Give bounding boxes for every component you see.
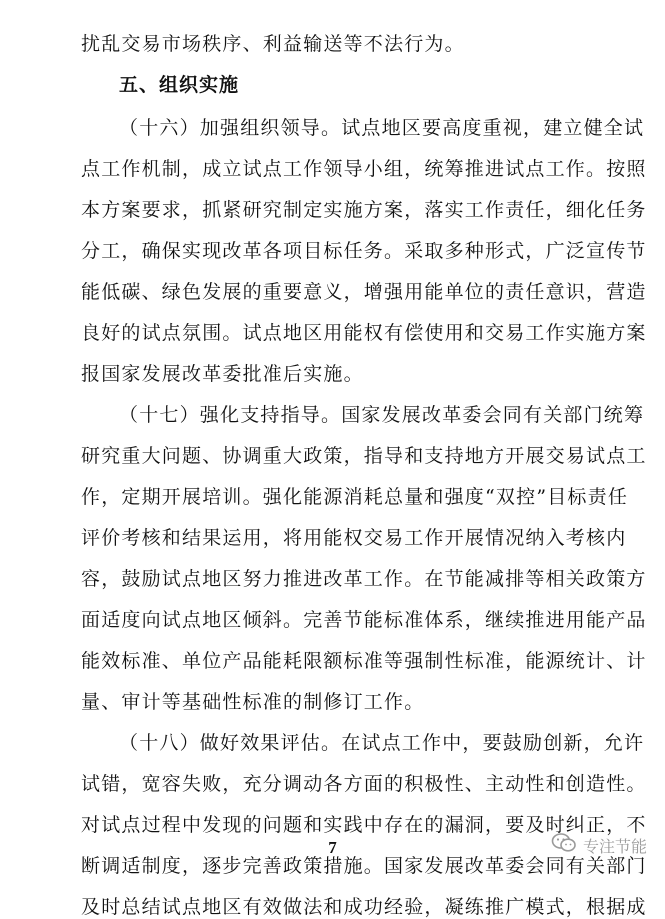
text-line: 作，定期开展培训。强化能源消耗总量和强度“双控”目标责任: [81, 486, 629, 508]
text-line: 评价考核和结果运用，将用能权交易工作开展情况纳入考核内: [81, 527, 627, 549]
text-line: 本方案要求，抓紧研究制定实施方案，落实工作责任，细化任务: [81, 199, 647, 221]
text-line: 分工，确保实现改革各项目标任务。采取多种形式，广泛宣传节: [81, 240, 647, 262]
watermark-text: 专注节能: [582, 836, 647, 856]
text-line: 研究重大问题、协调重大政策，指导和支持地方开展交易试点工: [81, 445, 647, 467]
text-line: （十八）做好效果评估。在试点工作中，要鼓励创新，允许: [119, 732, 645, 754]
text-line: 良好的试点氛围。试点地区用能权有偿使用和交易工作实施方案: [81, 322, 647, 344]
wechat-icon: [551, 832, 577, 858]
watermark: [551, 832, 647, 858]
text-line: （十六）加强组织领导。试点地区要高度重视，建立健全试: [119, 117, 645, 139]
text-line: 对试点过程中发现的问题和实践中存在的漏洞，要及时纠正，不: [81, 814, 647, 836]
text-line: 断调适制度，逐步完善政策措施。国家发展改革委会同有关部门: [81, 855, 647, 877]
text-line: 试错，宽容失败，充分调动各方面的积极性、主动性和创造性。: [81, 773, 647, 795]
section-heading: 五、组织实施: [119, 74, 240, 96]
text-line: 面适度向试点地区倾斜。完善节能标准体系，继续推进用能产品: [81, 609, 647, 631]
page-number: 7: [328, 838, 337, 857]
text-line: 量、审计等基础性标准的制修订工作。: [81, 691, 425, 713]
text-line: （十七）强化支持指导。国家发展改革委会同有关部门统筹: [119, 404, 645, 426]
text-line: 能低碳、绿色发展的重要意义，增强用能单位的责任意识，营造: [81, 281, 647, 303]
text-line: 扰乱交易市场秩序、利益输送等不法行为。: [81, 33, 465, 55]
text-line: 容，鼓励试点地区努力推进改革工作。在节能减排等相关政策方: [81, 568, 647, 590]
text-line: 报国家发展改革委批准后实施。: [81, 363, 364, 385]
text-line: 点工作机制，成立试点工作领导小组，统筹推进试点工作。按照: [81, 158, 647, 180]
text-line: 能效标准、单位产品能耗限额标准等强制性标准，能源统计、计: [81, 650, 647, 672]
text-line: 及时总结试点地区有效做法和成功经验，凝练推广模式，根据成: [81, 896, 647, 918]
